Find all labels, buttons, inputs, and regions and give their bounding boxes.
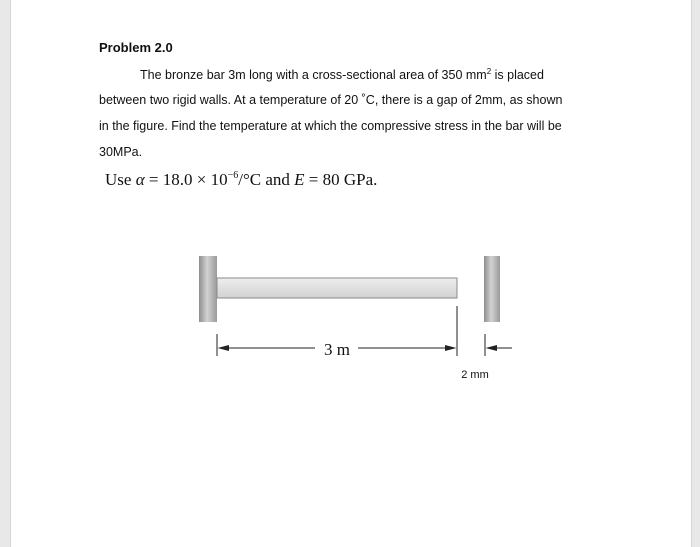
gap-dimension [485, 334, 512, 356]
gap-label: 2 mm [461, 369, 489, 381]
problem-title: Problem 2.0 [99, 40, 173, 55]
problem-text-line-2: between two rigid walls. At a temperature of 20 ˚C, there is a gap of 2mm, as shown [99, 93, 563, 107]
bronze-bar [217, 278, 457, 298]
length-arrow-left [218, 345, 230, 351]
given-constants: Use $\alpha = 18.0 \times 10^{-6}/^\circ C$ and E = 80 GPa. [105, 170, 378, 189]
alpha-symbol: α [135, 170, 145, 189]
length-arrow-right [445, 345, 457, 351]
gap-arrow [486, 345, 498, 351]
bar-length-label: 3 m [324, 340, 350, 359]
problem-text-line-3: in the figure. Find the temperature at which the compressive stress in the bar will be [99, 119, 562, 133]
right-wall [484, 256, 500, 322]
alpha-exponent: −6 [227, 170, 239, 181]
problem-text-line-4: 30MPa. [99, 145, 143, 159]
left-wall [199, 256, 217, 322]
problem-text-line-1: The bronze bar 3m long with a cross-sectional area of 350 $mm^2$ is placed [140, 67, 544, 82]
area-superscript: 2 [486, 67, 492, 76]
e-symbol: E [294, 170, 305, 189]
